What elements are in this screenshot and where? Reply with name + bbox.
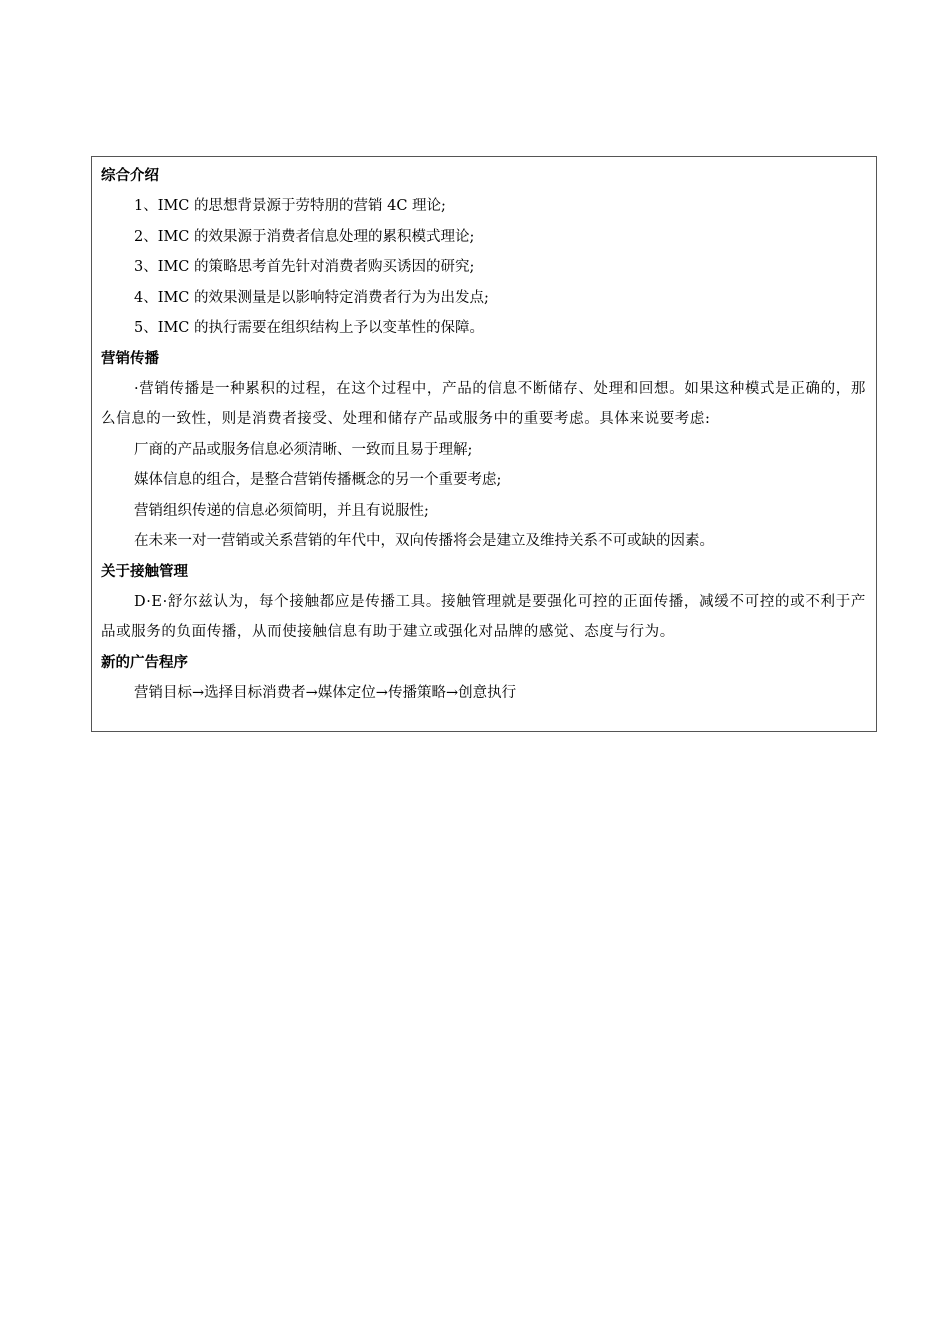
content-table bbox=[91, 156, 877, 732]
section-heading-overview: 综合介绍 bbox=[101, 168, 159, 184]
section-heading-marketing-communication: 营销传播 bbox=[101, 350, 159, 367]
marketing-communication-paragraph: ·营销传播是一种累积的过程，在这个过程中，产品的信息不断储存、处理和回想。如果这种模式是正确的，那么信息的一致性，则是消费者接受、处理和储存产品或服务中的重要考虑。具体来说要考虑: bbox=[101, 380, 866, 427]
marketing-communication-item: 媒体信息的组合，是整合营销传播概念的另一个重要考虑; bbox=[134, 472, 502, 488]
overview-item: 4、IMC 的效果测量是以影响特定消费者行为为出发点; bbox=[134, 289, 489, 306]
overview-list bbox=[101, 191, 866, 344]
overview-item: 2、IMC 的效果源于消费者信息处理的累积模式理论; bbox=[134, 228, 475, 245]
section-heading-contact-management: 关于接触管理 bbox=[101, 563, 188, 580]
ad-procedure-flow: 营销目标→选择目标消费者→媒体定位→传播策略→创意执行 bbox=[134, 684, 517, 701]
marketing-communication-item: 厂商的产品或服务信息必须清晰、一致而且易于理解; bbox=[134, 441, 473, 458]
overview-item: 1、IMC 的思想背景源于劳特朋的营销 4C 理论; bbox=[134, 198, 446, 214]
marketing-communication-item: 营销组织传递的信息必须简明，并且有说服性; bbox=[134, 502, 429, 519]
marketing-communication-item: 在未来一对一营销或关系营销的年代中，双向传播将会是建立及维持关系不可或缺的因素。 bbox=[134, 533, 714, 549]
section-heading-new-ad-procedure: 新的广告程序 bbox=[101, 654, 188, 671]
contact-management-paragraph: D·E·舒尔兹认为，每个接触都应是传播工具。接触管理就是要强化可控的正面传播，减缓不可控的或不利于产品或服务的负面传播，从而使接触信息有助于建立或强化对品牌的感觉、态度与行为。 bbox=[101, 593, 866, 640]
overview-item: 3、IMC 的策略思考首先针对消费者购买诱因的研究; bbox=[134, 259, 475, 275]
marketing-communication-list bbox=[101, 435, 866, 557]
overview-item: 5、IMC 的执行需要在组织结构上予以变革性的保障。 bbox=[134, 320, 485, 336]
